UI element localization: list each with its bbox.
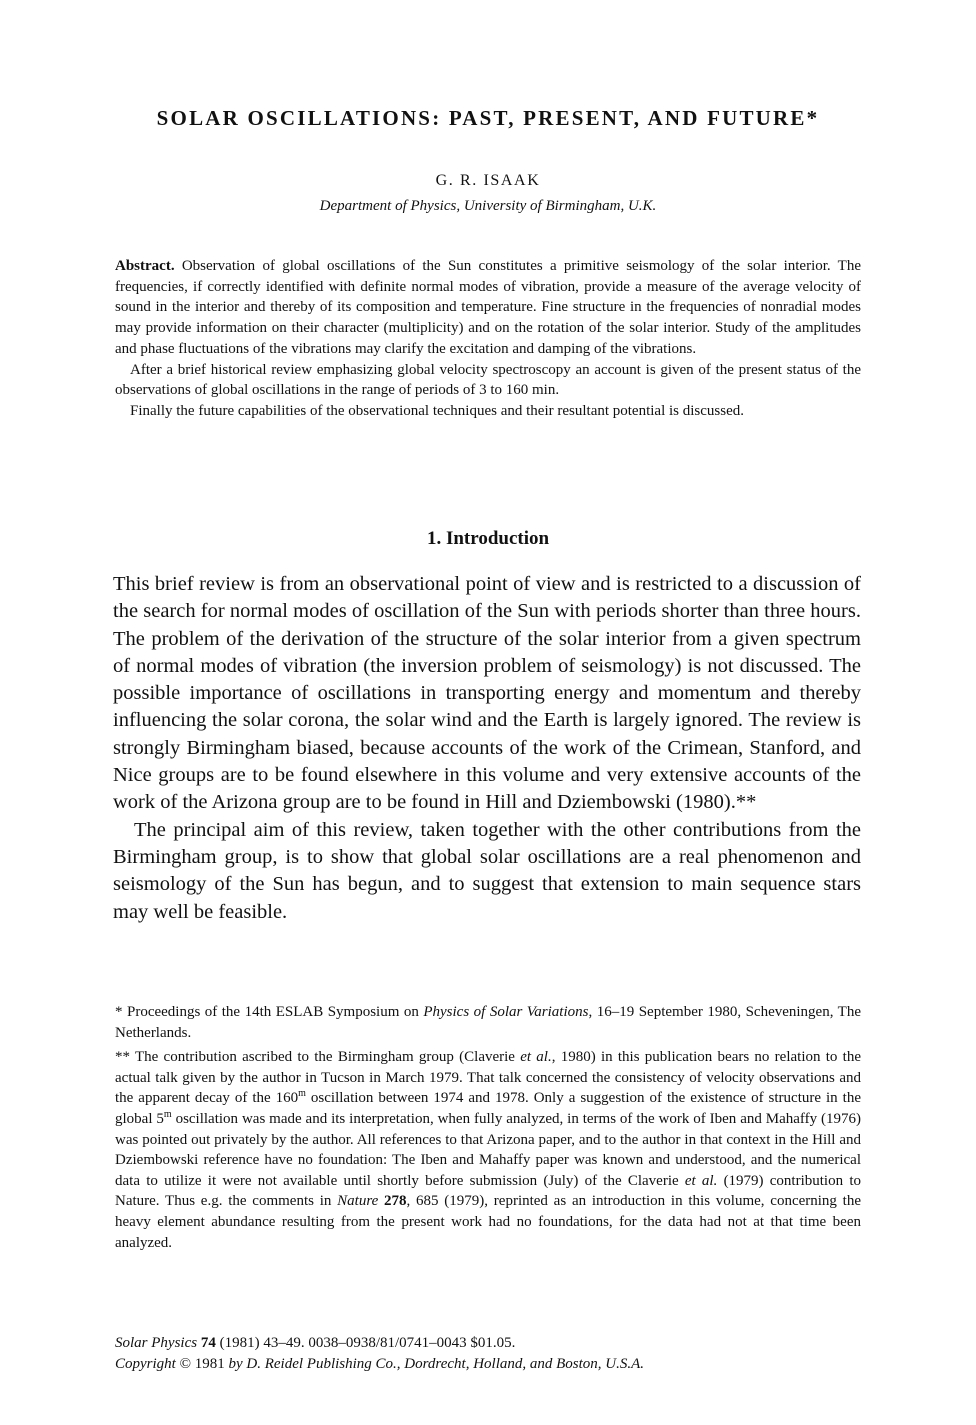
journal-pages: (1981) 43–49. 0038–0938/81/0741–0043 $01.05. [215, 1335, 516, 1351]
abstract-label: Abstract. [115, 258, 175, 274]
footnote-2-italic-a: et al. [520, 1049, 552, 1066]
journal-citation [115, 1333, 861, 1354]
footnote-2-text-k: , 685 (1979), reprinted as an introduction in this volume, concerning the heavy element abundance resulting from the present work had no foundations, for the data had not at that time been analyzed. [115, 1193, 861, 1251]
introduction-body [113, 571, 861, 926]
footnote-2-text-c: , 1980) in this publication bears no relation to the actual talk given by the author in Tucson in March 1979. That talk concerned the consistency of velocity observations and the apparent decay of the 160 [115, 1049, 861, 1107]
journal-copyright [115, 1354, 861, 1375]
footnote-2-bold-j: 278 [384, 1193, 407, 1210]
author-name: G. R. ISAAK [435, 172, 541, 189]
abstract [115, 256, 861, 422]
body-paragraph-2: The principal aim of this review, taken together with the other contributions from the Birmingham group, is to show that global solar oscillations are a real phenomenon and seismology of the Sun has begun, and to suggest that extension to main sequence stars may well be feasible. [113, 818, 861, 923]
footnote-2-text-g: (1979) contribution to Nature. Thus e.g. the comments in [115, 1172, 861, 1210]
abstract-text-1: Observation of global oscillations of the Sun constitutes a primitive seismology of the solar interior. The frequencies, if correctly identified with definite normal modes of vibration, provide a measure of the average velocity of sound in the interior and thereby of its composition and temperature. Fine structure in the frequencies of nonradial modes may provide information on their character (multiplicity) and on the rotation of the solar interior. Study of the amplitudes and phase fluctuations of the vibrations may clarify the excitation and damping of the vibrations. [115, 258, 861, 357]
footnote-2 [115, 1047, 861, 1253]
footnote-2-text-d: oscillation between 1974 and 1978. Only a suggestion of the existence of structure in the global 5 [115, 1090, 861, 1127]
abstract-paragraph-1 [115, 256, 861, 360]
footnote-1-italic: Physics of Solar Variations [423, 1004, 589, 1020]
paper-title: SOLAR OSCILLATIONS: PAST, PRESENT, AND FUTURE* [156, 106, 820, 130]
footnote-2-text-a: ** The contribution ascribed to the Birmingham group (Claverie [115, 1049, 521, 1066]
footnote-1 [115, 1002, 861, 1043]
journal-volume: 74 [200, 1335, 216, 1351]
journal-info [115, 1333, 861, 1375]
footnote-2-italic-f: et al. [684, 1172, 718, 1189]
footnote-2-sup-2: m [163, 1108, 172, 1120]
journal-name: Solar Physics [115, 1335, 198, 1351]
footnote-2-italic-h: Nature [337, 1193, 379, 1210]
footnote-2-text-e: oscillation was made and its interpretation, when fully analyzed, in terms of the work of Iben and Mahaffy (1976) was pointed out privately by the author. All references to that Arizona paper, and to the author in that context in the Hill and Dziembowski reference have no foundation: The Iben and Mahaffy paper was known and understood, and the numerical data to utilize it were not available until shortly before submission (July) of the Claverie [115, 1110, 861, 1189]
footnote-1-text: * Proceedings of the 14th ESLAB Symposium on [115, 1004, 424, 1020]
author-affiliation: Department of Physics, University of Birmingham, U.K. [319, 198, 657, 214]
body-paragraph-1: This brief review is from an observational point of view and is restricted to a discussion of the search for normal modes of oscillation of the Sun with periods shorter than three hours. The problem of the derivation of the structure of the solar interior from a given spectrum of normal modes of vibration (the inversion problem of seismology) is not discussed. The possible importance of oscillations in transporting energy and momentum and thereby influencing the solar corona, the solar wind and the Earth is largely ignored. The review is strongly Birmingham biased, because accounts of the work of the Crimean, Stanford, and Nice groups are to be found elsewhere in this volume and very extensive accounts of the work of the Arizona group are to be found in Hill and Dziembowski (1980).** [113, 573, 861, 814]
footnote-2-sup-1: m [298, 1088, 306, 1100]
copyright-year: © 1981 [175, 1356, 229, 1372]
abstract-paragraph-3: Finally the future capabilities of the observational techniques and their resultant potential is discussed. [130, 402, 745, 419]
footnote-1-text-end: , 16–19 September 1980, Scheveningen, The Netherlands. [115, 1004, 861, 1041]
section-heading: 1. Introduction [426, 528, 550, 549]
footnotes [115, 1002, 861, 1257]
copyright-publisher: by D. Reidel Publishing Co., Dordrecht, Holland, and Boston, U.S.A. [228, 1356, 645, 1372]
copyright-label: Copyright [115, 1356, 176, 1372]
abstract-paragraph-2: After a brief historical review emphasizing global velocity spectroscopy an account is given of the present status of the observations of global oscillations in the range of periods of 3 to 160 min. [115, 361, 861, 399]
